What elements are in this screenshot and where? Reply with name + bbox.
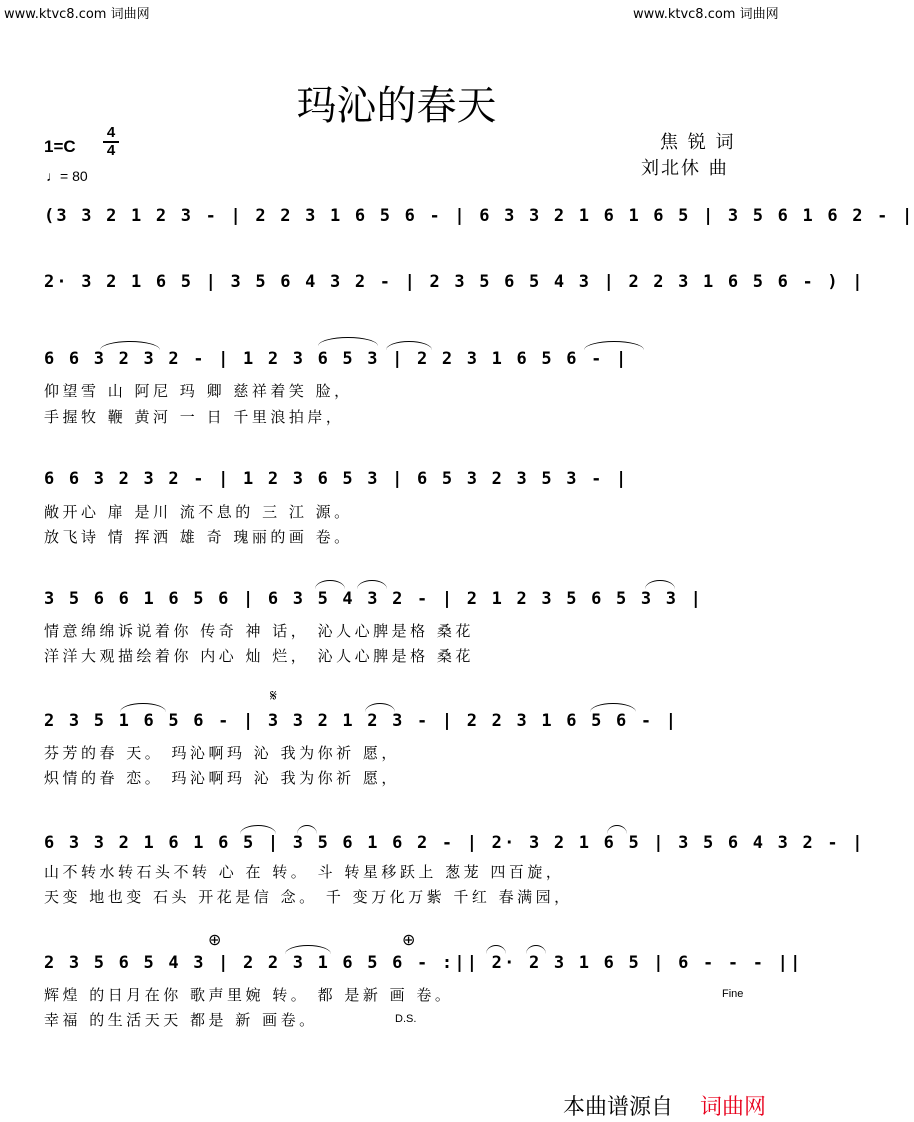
lyrics-line-3-verse-2: 手握牧 鞭 黄河 一 日 千里浪拍岸， — [44, 408, 345, 426]
lyrics-line-8-verse-1: 辉煌 的日月在你 歌声里婉 转。 都 是新 画 卷。 — [44, 986, 454, 1004]
key-signature: 1=C — [44, 137, 76, 156]
segno-sign: 𝄋 — [270, 686, 277, 705]
coda-sign-2: ⊕ — [402, 930, 416, 949]
lyrics-line-6-verse-2: 炽情的眷 恋。 玛沁啊玛 沁 我为你祈 愿， — [44, 769, 400, 787]
composer-credit: 刘北休 曲 — [641, 158, 729, 179]
fine-mark: Fine — [722, 988, 744, 1000]
notation-line-2: 2· 3 2 1 6 5 | 3 5 6 4 3 2 - | 2 3 5 6 5 4 3 | 2 2 3 1 6 5 6 - ) | — [44, 272, 865, 292]
footer-source-label: 本曲谱源自 — [563, 1095, 674, 1120]
coda-sign-1: ⊕ — [208, 930, 222, 949]
notation-line-3: 6 6 3 2 3 2 - | 1 2 3 6 5 3 | 2 2 3 1 6 5 6 - | — [44, 349, 756, 370]
lyrics-line-8-verse-2: 幸福 的生活天天 都是 新 画卷。 — [44, 1011, 318, 1029]
time-signature-bottom: 4 — [106, 142, 116, 159]
lyrics-line-5-verse-2: 洋洋大观描绘着你 内心 灿 烂， 沁人心脾是格 桑花 — [44, 647, 474, 665]
watermark-right: www.ktvc8.com 词曲网 — [633, 7, 779, 22]
footer-site-link[interactable]: 词曲网 — [700, 1095, 767, 1120]
notation-line-4: 6 6 3 2 3 2 - | 1 2 3 6 5 3 | 6 5 3 2 3 5 3 - | — [44, 469, 756, 490]
time-signature-top: 4 — [103, 125, 119, 143]
lyrics-line-7-verse-2: 天变 地也变 石头 开花是信 念。 千 变万化万紫 千红 春满园， — [44, 888, 573, 906]
song-title: 玛沁的春天 — [296, 83, 497, 129]
ds-mark: D.S. — [395, 1013, 417, 1025]
lyricist-credit: 焦 锐 词 — [660, 132, 736, 153]
lyrics-line-6-verse-1: 芬芳的春 天。 玛沁啊玛 沁 我为你祈 愿， — [44, 744, 400, 762]
time-signature — [103, 125, 119, 159]
lyrics-line-3-verse-1: 仰望雪 山 阿尼 玛 卿 慈祥着笑 脸， — [44, 382, 353, 400]
notation-line-6: 2 3 5 1 6 5 6 - | 3 3 2 1 2 3 - | 2 2 3 1 6 5 6 - | — [44, 711, 756, 732]
notation-line-1: (3 3 2 1 2 3 - | 2 2 3 1 6 5 6 - | 6 3 3 2 1 6 1 6 5 | 3 5 6 1 6 2 - | — [44, 206, 914, 226]
lyrics-line-5-verse-1: 情意绵绵诉说着你 传奇 神 话， 沁人心脾是格 桑花 — [44, 622, 474, 640]
lyrics-line-4-verse-1: 敞开心 扉 是川 流不息的 三 江 源。 — [44, 503, 353, 521]
watermark-left: www.ktvc8.com 词曲网 — [4, 7, 150, 22]
tempo-mark: ♩= 80 — [46, 168, 88, 184]
notation-line-8: 2 3 5 6 5 4 3 | 2 2 3 1 6 5 6 - :|| 2· 2 3 1 6 5 | 6 - - - || — [44, 953, 803, 973]
notation-line-5: 3 5 6 6 1 6 5 6 | 6 3 5 4 3 2 - | 2 1 2 3 5 6 5 3 3 | — [44, 589, 756, 610]
lyrics-line-4-verse-2: 放飞诗 情 挥洒 雄 奇 瑰丽的画 卷。 — [44, 528, 353, 546]
notation-line-7: 6 3 3 2 1 6 1 6 5 | 3 5 6 1 6 2 - | 2· 3 2 1 6 5 | 3 5 6 4 3 2 - | — [44, 833, 865, 853]
lyrics-line-7-verse-1: 山不转水转石头不转 心 在 转。 斗 转星移跃上 葱茏 四百旋， — [44, 863, 565, 881]
